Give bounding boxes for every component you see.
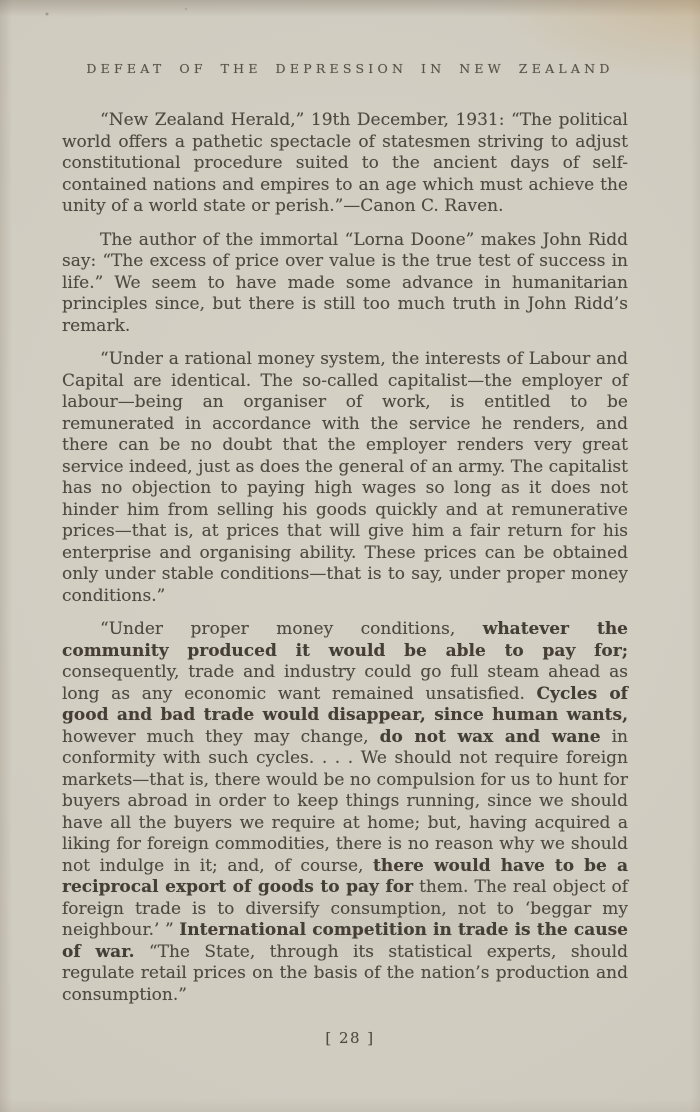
text-run: The author of the immortal “Lorna Doone” makes John Ridd say: “The excess of price over value is the true test of success in life.” We seem to have made some advance in humanitarian principles since, but there is still too much truth in John Ridd’s remark. — [62, 229, 628, 336]
paragraph — [62, 110, 628, 218]
paragraph — [62, 230, 628, 338]
emphasized-text-run: Cycles of good and bad trade would disappear, since human wants, — [62, 683, 628, 725]
text-run: “Under a rational money system, the interests of Labour and Capital are identical. The so-called capitalist—the employer of labour—being an organiser of work, is entitled to be remunerated in accordance with the service he renders, and there can be no doubt that the employer renders very great service indeed, just as does the general of an army. The capitalist has no objection to paying high wages so long as it does not hinder him from selling his goods quickly and at remunerative prices—that is, at prices that will give him a fair return for his enterprise and organising ability. These prices can be obtained only under stable conditions—that is to say, under proper money conditions.” — [62, 349, 628, 606]
emphasized-text-run: there would have to be a reciprocal export of goods to pay for — [62, 855, 628, 897]
text-run: them. The real object of foreign trade is to diversify consumption, not to ‘beggar my neighbour.’ ” — [62, 877, 628, 940]
page-number: [ 28 ] — [325, 1029, 375, 1047]
page-body — [62, 110, 628, 1018]
text-run: “The State, through its statistical experts, should regulate retail prices on the basis of the nation’s production and consumption.” — [62, 941, 628, 1005]
emphasized-text-run: whatever the community produced it would be able to pay for; — [62, 619, 628, 661]
text-run: consequently, trade and industry could go full steam ahead as long as any economic want remained unsatisfied. — [62, 662, 628, 704]
running-header: DEFEAT OF THE DEPRESSION IN NEW ZEALAND — [86, 61, 614, 76]
emphasized-text-run: do not wax and wane — [379, 726, 601, 747]
text-run: “New Zealand Herald,” 19th December, 1931: “The political world offers a pathetic spectacle of statesmen striving to adjust constitutional procedure suited to the ancient days of self-contained nations and empires to an age which must achieve the unity of a world state or perish.”—Canon C. Raven. — [62, 110, 628, 216]
paragraph — [62, 349, 628, 607]
text-run: in conformity with such cycles. . . . We should not require foreign markets—that is, there would be no compulsion for us to hunt for buyers abroad in order to keep things running, since we should have all the buyers we require at home; but, having acquired a liking for foreign commodities, there is no reason why we should not indulge in it; and, of course, — [62, 726, 628, 876]
text-run: however much they may change, — [62, 726, 380, 747]
paragraph — [62, 619, 628, 1006]
text-run: “Under proper money conditions, — [100, 619, 483, 639]
emphasized-text-run: International competition in trade is the cause of war. — [62, 920, 628, 962]
